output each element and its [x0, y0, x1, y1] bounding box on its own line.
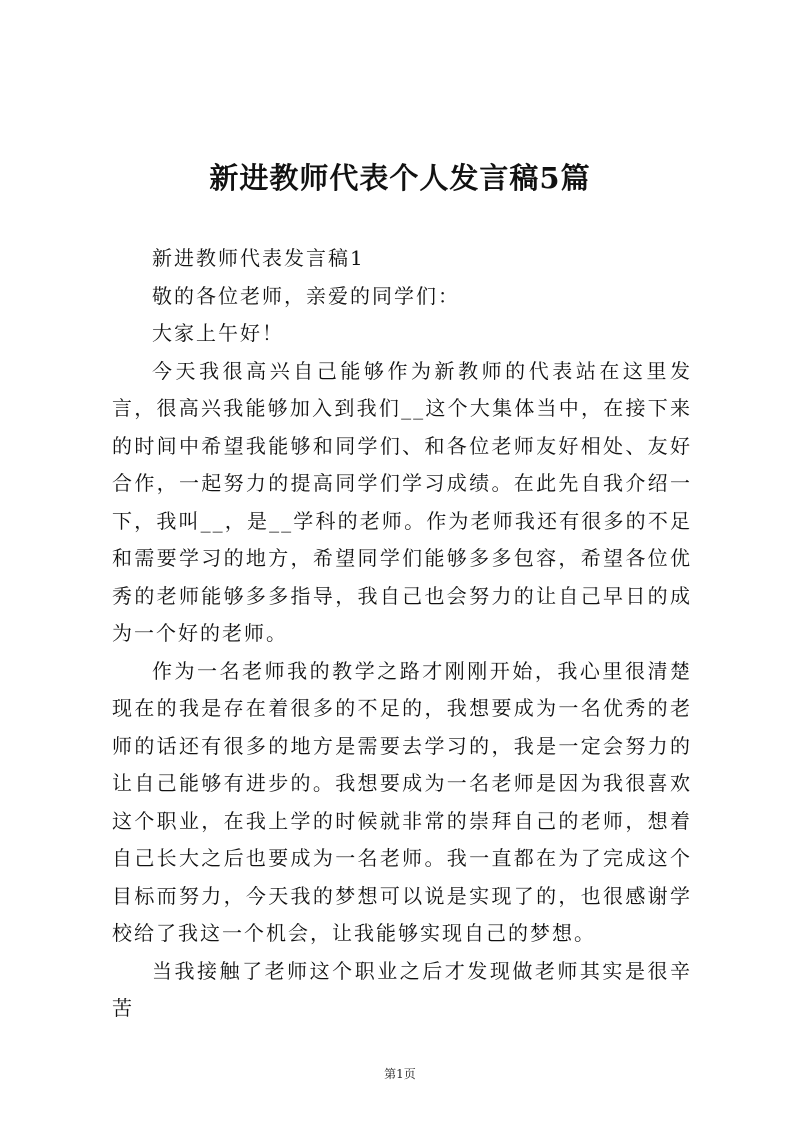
- paragraph-body: 当我接触了老师这个职业之后才发现做老师其实是很辛苦: [112, 958, 692, 1020]
- paragraph-salutation: 敬的各位老师，亲爱的同学们：: [152, 283, 460, 308]
- paragraph-body: 作为一名老师我的教学之路才刚刚开始，我心里很清楚现在的我是存在着很多的不足的，我想要成为一名优秀的老师的话还有很多的地方是需要去学习的，我是一定会努力的让自己能够有进步的。我想要成为一名老师是因为我很喜欢这个职业，在我上学的时候就非常的崇拜自己的老师，想着自己长大之后也要成为一名老师。我一直都在为了完成这个目标而努力，今天我的梦想可以说是实现了的，也很感谢学校给了我这一个机会，让我能够实现自己的梦想。: [112, 658, 692, 945]
- paragraph-heading: 新进教师代表发言稿1: [152, 246, 365, 270]
- paragraph-greeting: 大家上午好！: [152, 321, 284, 345]
- paragraph-body: 今天我很高兴自己能够作为新教师的代表站在这里发言，很高兴我能够加入到我们__这个大集体当中，在接下来的时间中希望我能够和同学们、和各位老师友好相处、友好合作，一起努力的提高同学们学习成绩。在此先自我介绍一下，我叫__，是__学科的老师。作为老师我还有很多的不足和需要学习的地方，希望同学们能够多多包容，希望各位优秀的老师能够多多指导，我自己也会努力的让自己早日的成为一个好的老师。: [112, 358, 692, 645]
- page-number: 第1页: [384, 1067, 416, 1081]
- document-body: [112, 240, 692, 1028]
- document-title: 新进教师代表个人发言稿5篇: [209, 161, 591, 195]
